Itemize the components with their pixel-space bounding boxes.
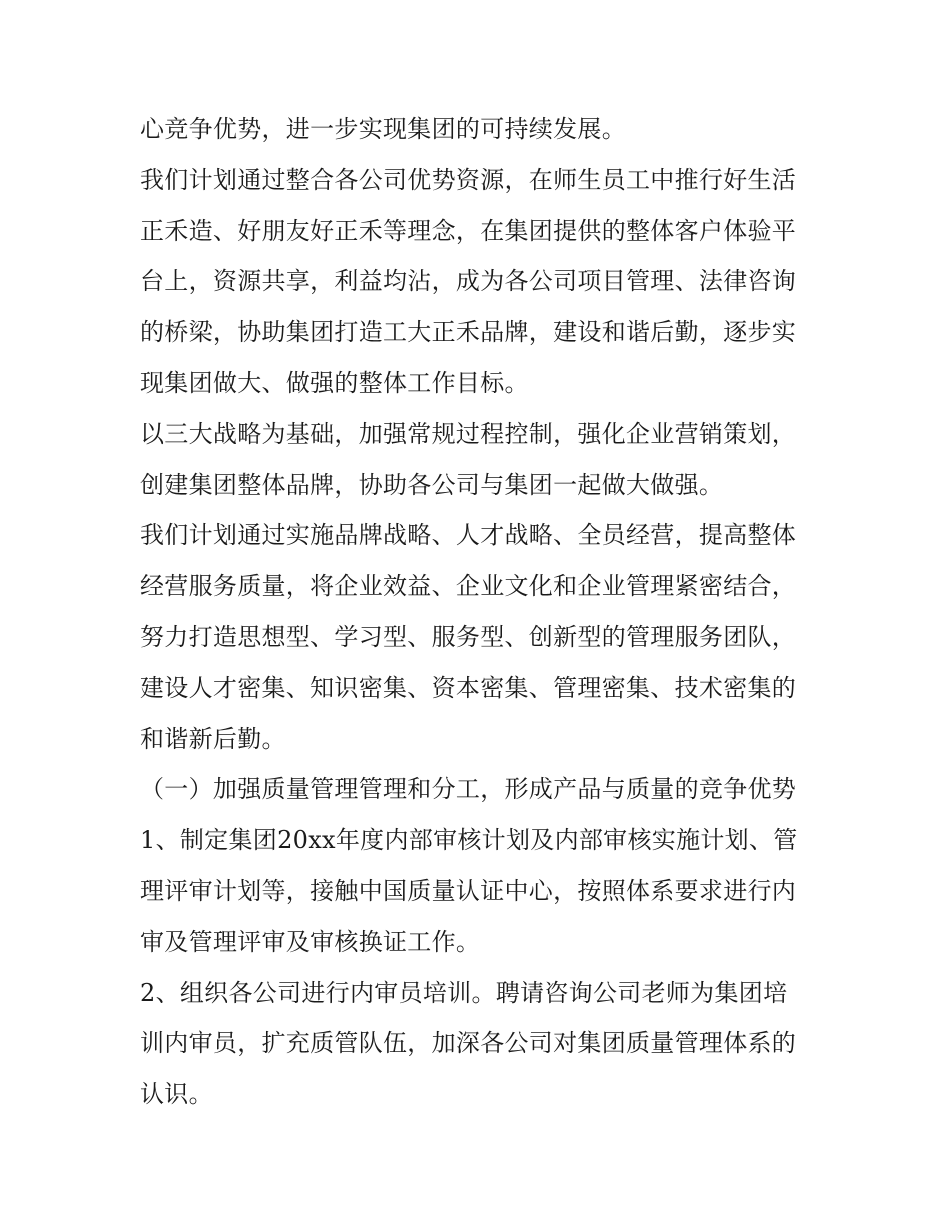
list-item-text: 审及管理评审及审核换证工作。 <box>140 927 481 956</box>
list-item-text: 1、制定集团20xx年度内部审核计划及内部审核实施计划、管 <box>140 826 798 855</box>
body-text-line: 经营服务质量，将企业效益、企业文化和企业管理紧密结合， <box>140 572 797 601</box>
body-text-line: 努力打造思想型、学习型、服务型、创新型的管理服务团队， <box>140 622 797 651</box>
list-item-text: 2、组织各公司进行内审员培训。聘请咨询公司老师为集团培 <box>140 978 788 1007</box>
body-text-line: 正禾造、好朋友好正禾等理念，在集团提供的整体客户体验平 <box>140 216 797 245</box>
section-heading: （一）加强质量管理管理和分工，形成产品与质量的竞争优势 <box>140 775 797 804</box>
list-item-text: 认识。 <box>140 1080 213 1109</box>
body-text-line: 现集团做大、做强的整体工作目标。 <box>140 368 529 397</box>
body-text-line: 的桥梁，协助集团打造工大正禾品牌，建设和谐后勤，逐步实 <box>140 318 797 347</box>
body-text-line: 心竞争优势，进一步实现集团的可持续发展。 <box>140 115 626 143</box>
list-item-text: 训内审员，扩充质管队伍，加深各公司对集团质量管理体系的 <box>140 1029 797 1058</box>
body-text-line: 台上，资源共享，利益均沾，成为各公司项目管理、法律咨询 <box>140 267 797 296</box>
body-text-line: 以三大战略为基础，加强常规过程控制，强化企业营销策划， <box>140 419 797 448</box>
list-item-text: 理评审计划等，接触中国质量认证中心，按照体系要求进行内 <box>140 876 797 905</box>
body-text-line: 我们计划通过整合各公司优势资源，在师生员工中推行好生活 <box>140 165 797 194</box>
body-text-line: 建设人才密集、知识密集、资本密集、管理密集、技术密集的 <box>140 673 797 702</box>
body-text-line: 和谐新后勤。 <box>140 724 286 753</box>
document-body <box>140 104 812 1120</box>
body-text-line: 创建集团整体品牌，协助各公司与集团一起做大做强。 <box>140 470 724 499</box>
body-text-line: 我们计划通过实施品牌战略、人才战略、全员经营，提高整体 <box>140 521 797 550</box>
